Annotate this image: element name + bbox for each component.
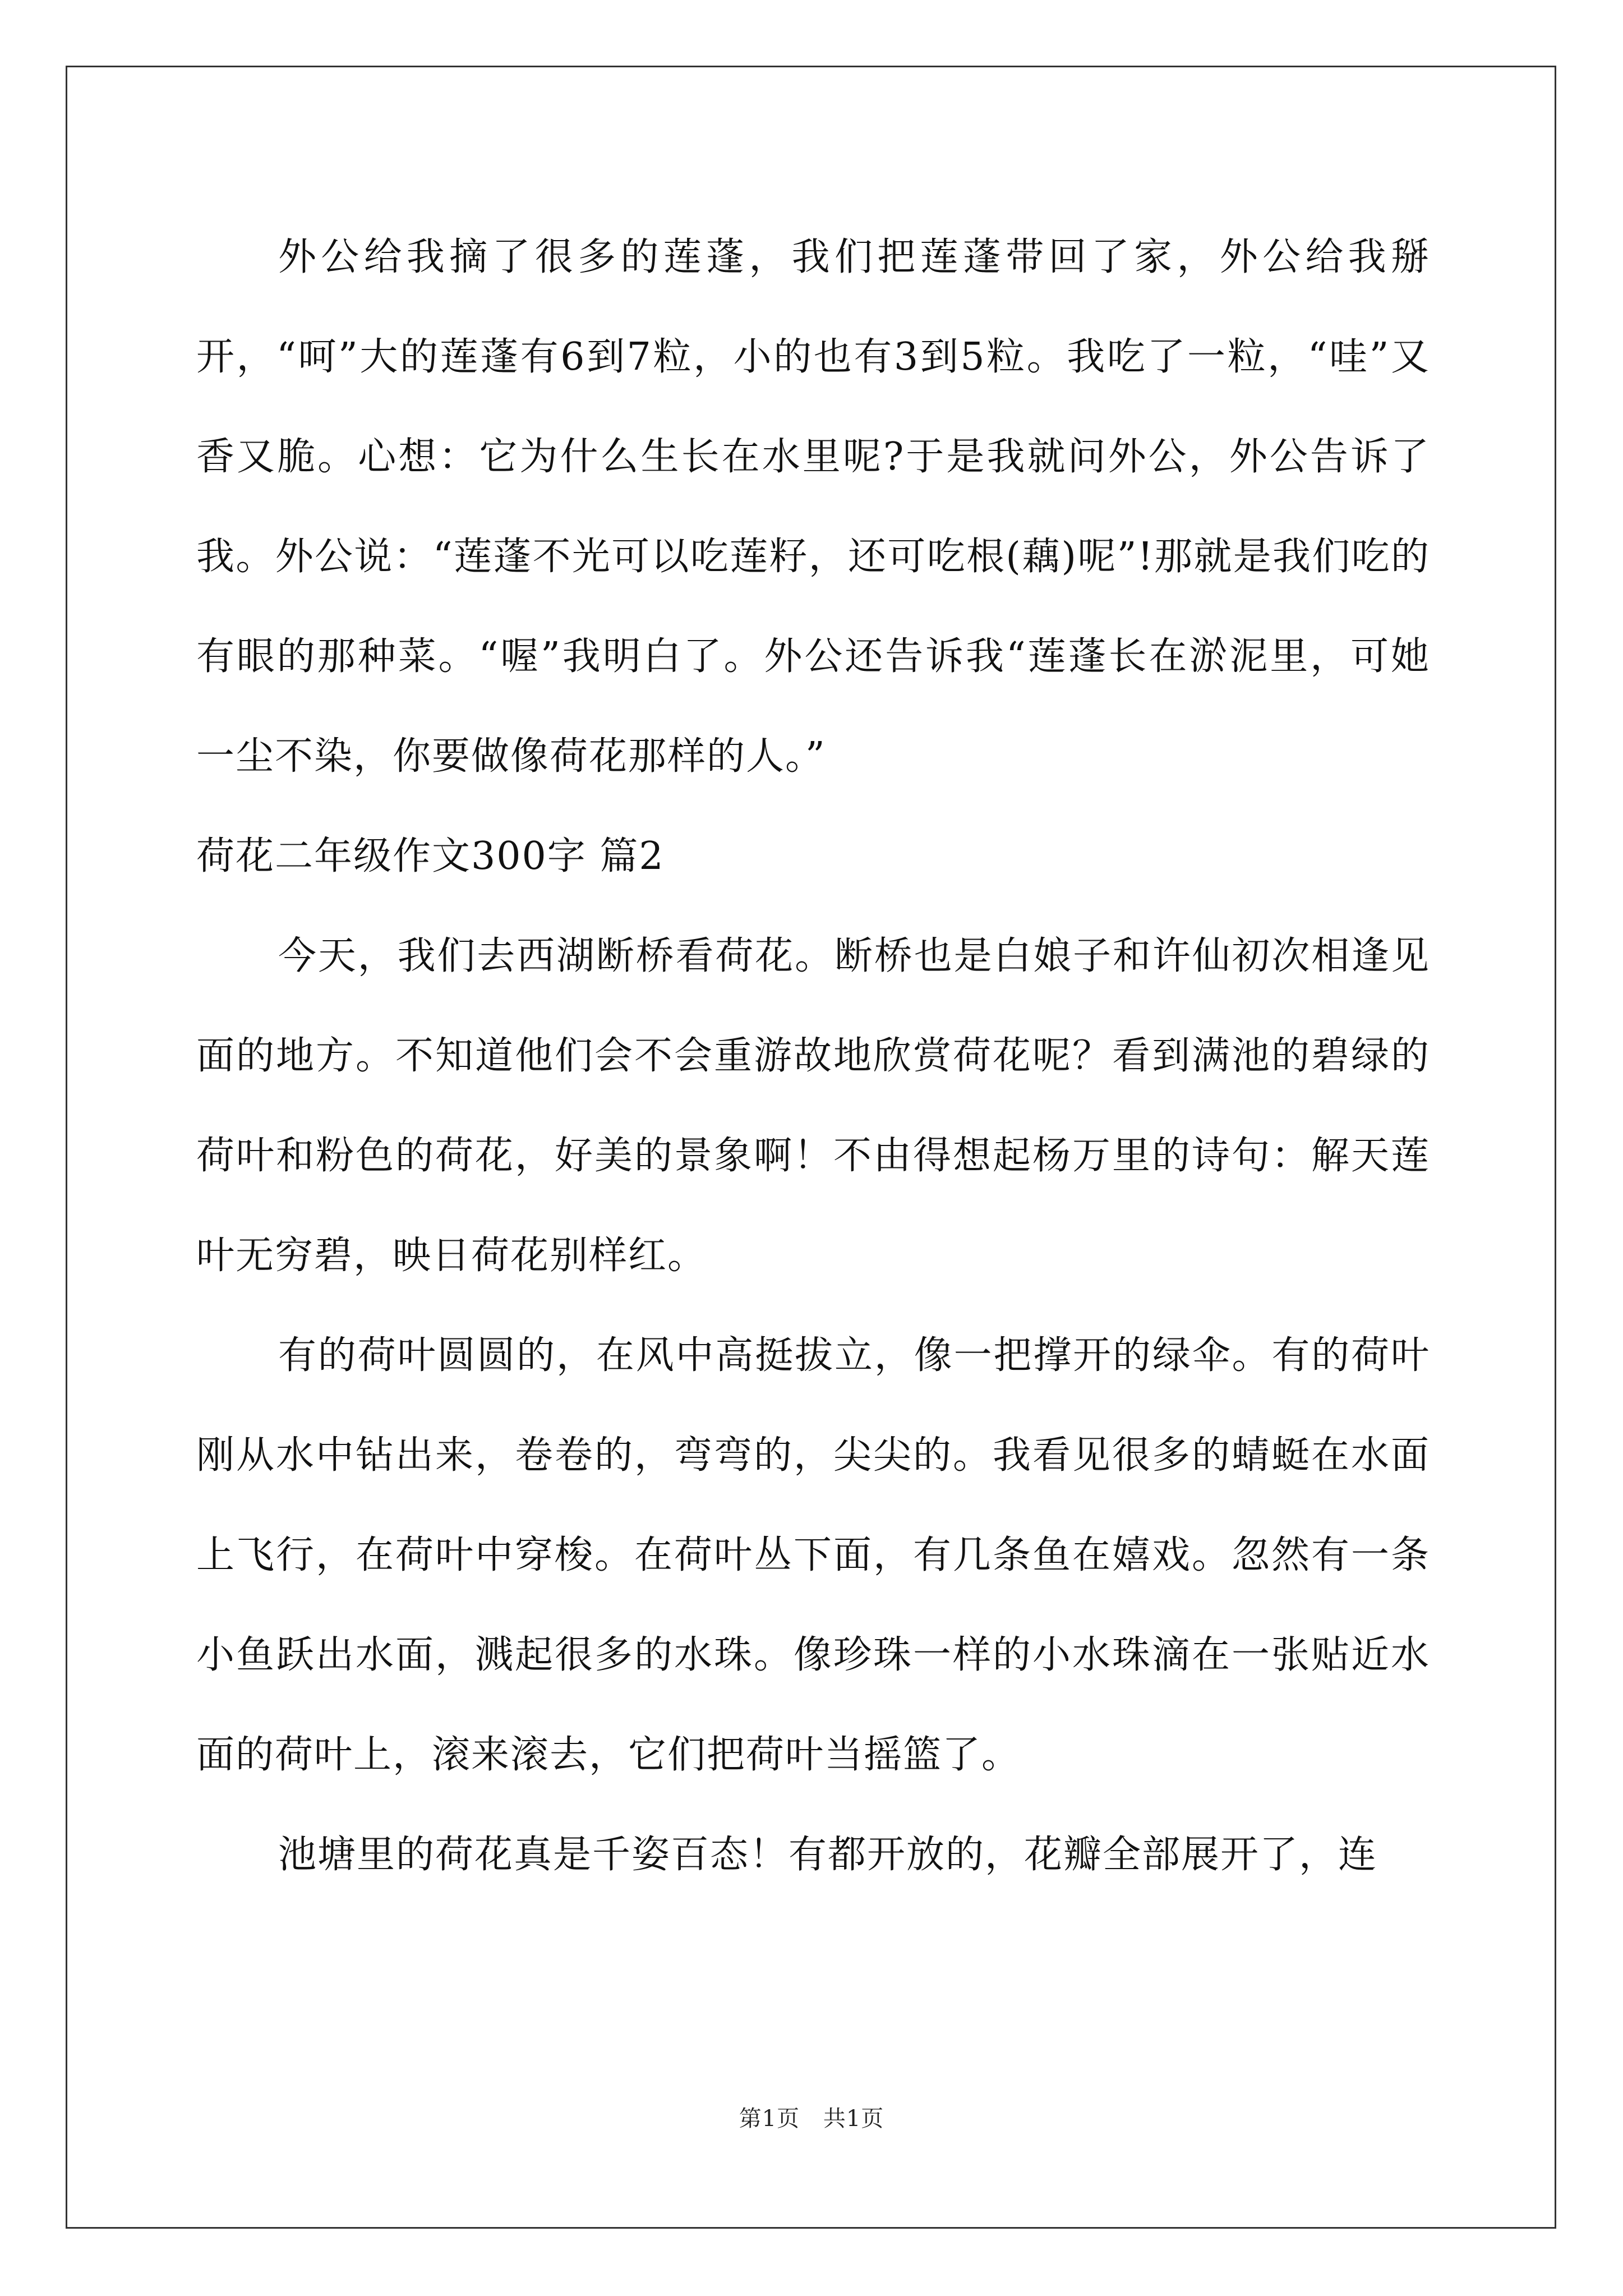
page-footer	[0, 2101, 1623, 2133]
paragraph: 池塘里的荷花真是千姿百态！有都开放的，花瓣全部展开了，连	[278, 1833, 1378, 1877]
section-heading: 荷花二年级作文300字 篇2	[196, 834, 665, 878]
page-number: 第1页	[739, 2106, 800, 2132]
paragraph: 有的荷叶圆圆的，在风中高挺拔立，像一把撑开的绿伞。有的荷叶刚从水中钻出来，卷卷的，弯弯的，尖尖的。我看见很多的蜻蜓在水面上飞行，在荷叶中穿梭。在荷叶丛下面，有几条鱼在嬉戏。忽然有一条小鱼跃出水面，溅起很多的水珠。像珍珠一样的小水珠滴在一张贴近水面的荷叶上，滚来滚去，它们把荷叶当摇篮了。	[196, 1333, 1430, 1777]
document-body	[196, 208, 1430, 1905]
page-total: 共1页	[823, 2106, 884, 2132]
paragraph: 今天，我们去西湖断桥看荷花。断桥也是白娘子和许仙初次相逢见面的地方。不知道他们会不会重游故地欣赏荷花呢？看到满池的碧绿的荷叶和粉色的荷花，好美的景象啊！不由得想起杨万里的诗句：解天莲叶无穷碧，映日荷花别样红。	[196, 934, 1430, 1278]
paragraph: 外公给我摘了很多的莲蓬，我们把莲蓬带回了家，外公给我掰开，“呵”大的莲蓬有6到7粒，小的也有3到5粒。我吃了一粒，“哇”又香又脆。心想：它为什么生长在水里呢?于是我就问外公，外公告诉了我。外公说：“莲蓬不光可以吃莲籽，还可吃根(藕)呢”!那就是我们吃的有眼的那种菜。“喔”我明白了。外公还告诉我“莲蓬长在淤泥里，可她一尘不染，你要做像荷花那样的人。”	[196, 235, 1430, 779]
